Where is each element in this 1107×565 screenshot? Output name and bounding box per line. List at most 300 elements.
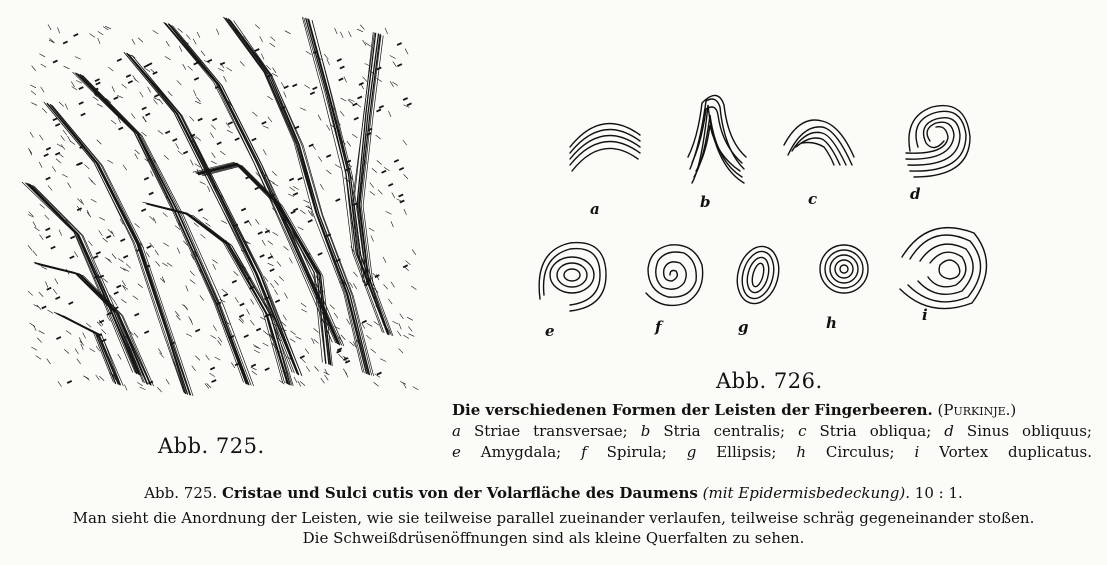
sweat-pore: [220, 62, 225, 66]
ridge-hatch: [178, 151, 183, 155]
pattern-i-vortex-duplicatus: [900, 228, 987, 309]
ridge-hatch: [30, 132, 33, 137]
ridge-hatch: [190, 271, 194, 275]
sweat-pore: [56, 336, 61, 340]
ridge-hatch: [406, 261, 411, 265]
ridge-hatch: [227, 68, 232, 71]
ridge-hatch: [380, 359, 385, 362]
sweat-pore: [95, 78, 100, 82]
ridge-hatch: [190, 117, 194, 121]
ridge-stroke: [224, 17, 363, 372]
ridge-hatch: [86, 323, 91, 327]
legend-letter: c: [798, 422, 807, 440]
ridge-hatch: [41, 64, 46, 67]
sweat-pore: [193, 62, 198, 66]
ridge-stroke: [196, 163, 326, 363]
sweat-pore: [41, 305, 46, 309]
ridge-hatch: [148, 87, 151, 92]
caption-725-line3: Die Schweißdrüsenöffnungen sind als kleine Querfalten zu sehen.: [302, 529, 805, 547]
ridge-hatch: [91, 181, 96, 185]
ridge-hatch: [64, 66, 70, 69]
ridge-hatch: [194, 223, 199, 227]
ridge-stroke: [47, 103, 185, 393]
sweat-pore: [46, 287, 51, 291]
ridge-hatch: [210, 373, 215, 376]
ridge-hatch: [272, 171, 276, 175]
pattern-a-striae-transversae: [570, 123, 640, 171]
sweat-pore: [312, 86, 317, 90]
sweat-pore: [146, 245, 151, 249]
ridge-hatch: [325, 375, 328, 380]
ridge-hatch: [251, 367, 256, 370]
ridge-hatch: [384, 284, 388, 289]
sweat-pore: [362, 320, 367, 324]
ridge-hatch: [177, 248, 179, 254]
sweat-pore: [293, 208, 298, 212]
ridge-hatch: [96, 375, 100, 380]
sweat-pore: [93, 255, 98, 259]
ridge-hatch: [41, 87, 44, 92]
ridge-hatch: [352, 134, 357, 138]
ridge-hatch: [158, 131, 163, 135]
ridge-hatch: [178, 29, 183, 33]
ridge-stroke: [166, 23, 338, 343]
ridge-hatch: [196, 137, 201, 141]
ridge-hatch: [404, 175, 408, 179]
sweat-pore: [254, 48, 259, 52]
sweat-pore: [106, 235, 111, 239]
ridge-hatch: [32, 103, 37, 106]
sweat-pore: [212, 118, 217, 122]
ridge-hatch: [354, 272, 358, 277]
ridge-hatch: [183, 64, 186, 69]
ridge-hatch: [146, 252, 149, 257]
ridge-hatch: [304, 200, 309, 203]
sweat-pore: [198, 208, 203, 212]
sweat-pore: [55, 152, 60, 156]
sweat-pore: [376, 109, 381, 113]
sweat-pore: [198, 118, 203, 122]
legend-text: Circulus;: [825, 443, 895, 461]
caption-725-prefix: Abb. 725.: [144, 484, 218, 502]
sweat-pore: [289, 178, 294, 182]
caption-725-title: Cristae und Sulci cutis von der Volarfläche des Daumens: [221, 484, 698, 502]
ridge-hatch: [135, 154, 138, 159]
sweat-pore: [235, 137, 240, 141]
pattern-letter-f: f: [655, 318, 662, 336]
ridge-hatch: [122, 281, 125, 286]
ridge-hatch: [40, 135, 44, 140]
ridge-hatch: [413, 387, 418, 390]
ridge-hatch: [250, 320, 254, 325]
sweat-pore: [292, 83, 297, 87]
sweat-pore: [239, 314, 244, 318]
sweat-pore: [251, 138, 256, 142]
ridge-hatch: [341, 335, 345, 340]
ridge-hatch: [318, 157, 321, 162]
ridge-stroke: [147, 203, 287, 383]
ridge-hatch: [208, 186, 210, 192]
ridge-hatch: [318, 115, 321, 120]
ridge-hatch: [334, 327, 339, 330]
sweat-pore: [68, 301, 73, 305]
sweat-pore: [172, 138, 177, 142]
ridge-hatch: [71, 82, 74, 87]
ridge-hatch: [411, 286, 416, 289]
ridge-hatch: [275, 290, 278, 295]
ridge-hatch: [306, 367, 310, 372]
ridge-stroke: [153, 206, 293, 386]
sweat-pore: [251, 364, 256, 368]
ridge-hatch: [260, 36, 263, 41]
sweat-pore: [256, 328, 261, 332]
ridge-hatch: [284, 92, 286, 98]
ridge-hatch: [164, 243, 169, 246]
caption-726-legend-line2: [452, 442, 1092, 463]
sweat-pore: [261, 121, 266, 125]
sweat-pore: [144, 330, 149, 334]
ridge-hatch: [272, 73, 277, 76]
ridge-hatch: [383, 257, 386, 262]
ridge-stroke: [129, 55, 299, 375]
ridge-stroke: [128, 54, 299, 374]
sweat-pore: [128, 80, 133, 84]
ridge-hatch: [300, 382, 305, 386]
ridge-hatch: [340, 111, 344, 116]
ridge-hatch: [197, 32, 200, 37]
ridge-hatch: [404, 209, 406, 215]
pattern-letter-e: e: [545, 322, 555, 340]
ridge-hatch: [62, 174, 67, 177]
ridge-hatch: [48, 310, 53, 313]
figure-726-label: Abb. 726.: [716, 369, 823, 393]
sweat-pore: [147, 62, 152, 66]
ridge-hatch: [87, 212, 91, 217]
ridge-hatch: [112, 86, 114, 92]
ridge-hatch: [277, 262, 281, 267]
figure-725-label: Abb. 725.: [158, 434, 265, 458]
ridge-hatch: [290, 187, 295, 191]
sweat-pore: [44, 153, 49, 157]
pattern-d-sinus-obliquus: [906, 106, 970, 177]
sweat-pore: [183, 151, 188, 155]
pattern-letter-i: i: [922, 306, 928, 324]
ridge-hatch: [285, 31, 290, 34]
ridge-hatch: [75, 349, 78, 354]
ridge-hatch: [91, 199, 96, 202]
ridge-hatch: [315, 367, 319, 372]
sweat-pore: [117, 58, 122, 62]
sweat-pore: [63, 41, 68, 45]
ridge-hatch: [134, 333, 138, 338]
ridge-hatch: [183, 305, 188, 309]
ridge-hatch: [200, 182, 205, 185]
legend-letter: d: [944, 422, 954, 440]
ridge-hatch: [121, 299, 126, 303]
ridge-hatch: [330, 305, 334, 309]
caption-726-title: Die verschiedenen Formen der Leisten der Fingerbeeren.: [452, 401, 933, 419]
ridge-hatch: [386, 212, 391, 215]
ridge-stroke: [34, 262, 143, 382]
ridge-hatch: [362, 323, 365, 328]
ridge-hatch: [89, 241, 93, 246]
ridge-hatch: [290, 339, 295, 342]
ridge-hatch: [135, 150, 140, 154]
sweat-pore: [79, 101, 84, 105]
ridge-hatch: [357, 29, 363, 32]
sweat-pore: [269, 268, 274, 272]
ridge-hatch: [125, 385, 128, 390]
ridge-hatch: [193, 39, 196, 44]
sweat-pore: [50, 246, 55, 250]
sweat-pore: [357, 96, 362, 100]
ridge-hatch: [80, 341, 84, 345]
pattern-e-amygdala: [539, 243, 606, 311]
ridge-hatch: [370, 183, 374, 188]
pattern-h-circulus: [820, 245, 868, 293]
ridge-hatch: [77, 359, 81, 364]
ridge-stroke: [75, 73, 246, 383]
sweat-pore: [67, 380, 72, 384]
legend-text: Striae transversae;: [473, 422, 628, 440]
ridge-hatch: [97, 104, 102, 107]
ridge-stroke: [35, 263, 145, 383]
sweat-pore: [284, 85, 289, 89]
ridge-hatch: [81, 344, 83, 350]
ridge-hatch: [119, 259, 124, 263]
ridge-hatch: [102, 329, 106, 333]
sweat-pore: [265, 367, 270, 371]
ridge-stroke: [143, 202, 283, 382]
ridge-hatch: [343, 369, 346, 374]
ridge-hatch: [53, 289, 57, 294]
ridge-hatch: [179, 46, 182, 51]
ridge-hatch: [140, 387, 145, 390]
ridge-hatch: [407, 317, 412, 320]
ridge-hatch: [175, 312, 179, 317]
ridge-hatch: [320, 184, 323, 189]
ridge-hatch: [370, 192, 375, 196]
ridge-hatch: [220, 151, 225, 155]
ridge-hatch: [296, 337, 301, 340]
sweat-pore: [142, 106, 147, 110]
ridge-hatch: [98, 32, 103, 35]
ridge-hatch: [335, 28, 337, 34]
ridge-hatch: [270, 43, 275, 47]
ridge-hatch: [349, 32, 352, 37]
ridge-hatch: [376, 135, 381, 139]
ridge-hatch: [48, 25, 51, 30]
ridge-hatch: [72, 87, 77, 90]
ridge-hatch: [350, 342, 354, 346]
ridge-stroke: [53, 106, 194, 396]
figure-726-caption: [452, 400, 1092, 463]
ridge-hatch: [195, 356, 199, 360]
sweat-pore: [118, 127, 123, 131]
sweat-pore: [210, 367, 215, 371]
ridge-hatch: [132, 39, 135, 44]
ridge-hatch: [253, 112, 258, 116]
ridge-hatch: [300, 108, 306, 110]
legend-text: Vortex duplicatus.: [939, 443, 1092, 461]
ridge-hatch: [158, 388, 162, 392]
ridge-hatch: [403, 140, 407, 145]
ridge-hatch: [405, 49, 408, 54]
ridge-hatch: [231, 363, 234, 368]
ridge-hatch: [176, 316, 180, 321]
ridge-hatch: [150, 216, 154, 220]
ridge-stroke: [50, 105, 190, 395]
ridge-hatch: [153, 31, 158, 34]
ridge-stroke: [48, 104, 188, 394]
ridge-hatch: [63, 130, 67, 135]
legend-text: Sinus obliquus;: [966, 422, 1092, 440]
ridge-hatch: [213, 260, 218, 264]
sweat-pore: [352, 103, 357, 107]
ridge-hatch: [279, 380, 284, 384]
ridge-hatch: [168, 92, 172, 96]
sweat-pore: [211, 379, 216, 383]
ridge-hatch: [190, 280, 195, 284]
ridge-hatch: [166, 41, 169, 46]
sweat-pore: [116, 285, 121, 289]
ridge-stroke: [39, 264, 148, 384]
ridge-hatch: [284, 246, 289, 250]
ridge-hatch: [393, 82, 398, 85]
ridge-hatch: [32, 66, 36, 71]
caption-725-line2: Man sieht die Anordnung der Leisten, wie sie teilweise parallel zueinander verlaufen, teilweise schräg gegeneinander stoßen.: [72, 509, 1035, 527]
ridge-hatch: [263, 126, 269, 128]
sweat-pore: [69, 255, 74, 259]
ridge-hatch: [235, 298, 238, 303]
ridge-hatch: [374, 322, 379, 326]
ridge-hatch: [75, 57, 80, 60]
ridge-hatch: [30, 323, 35, 326]
ridge-hatch: [239, 319, 243, 323]
sweat-pore: [73, 33, 78, 37]
sweat-pore: [123, 255, 128, 259]
sweat-pore: [338, 77, 343, 81]
sweat-pore: [340, 66, 345, 70]
ridge-hatch: [271, 37, 276, 41]
ridge-hatch: [369, 228, 374, 231]
ridge-hatch: [224, 76, 227, 81]
sweat-pore: [398, 194, 403, 198]
sweat-pore: [53, 117, 58, 121]
pattern-letter-b: b: [700, 193, 711, 211]
ridge-hatch: [341, 32, 344, 38]
pattern-letter-d: d: [910, 185, 921, 203]
ridge-hatch: [240, 317, 244, 321]
sweat-pore: [145, 113, 150, 117]
ridge-hatch: [89, 178, 93, 182]
pattern-b-stria-centralis: [688, 95, 746, 183]
legend-letter: i: [914, 443, 920, 461]
ridge-hatch: [112, 231, 115, 236]
legend-text: Amygdala;: [480, 443, 562, 461]
ridge-hatch: [132, 114, 136, 119]
sweat-pore: [308, 219, 313, 223]
ridge-hatch: [142, 132, 147, 136]
ridge-hatch: [46, 282, 48, 288]
ridge-hatch: [74, 252, 77, 257]
ridge-hatch: [65, 104, 67, 110]
ridge-hatch: [400, 314, 403, 319]
ridge-hatch: [30, 85, 35, 88]
legend-text: Spirula;: [606, 443, 667, 461]
ridge-hatch: [312, 338, 315, 343]
ridge-hatch: [378, 190, 382, 194]
ridge-hatch: [36, 356, 41, 359]
ridge-hatch: [275, 280, 279, 285]
ridge-hatch: [289, 258, 292, 263]
ridge-hatch: [28, 245, 32, 250]
ridge-hatch: [271, 283, 275, 288]
sweat-pore: [144, 177, 149, 181]
ridge-hatch: [344, 77, 347, 82]
ridge-hatch: [135, 224, 140, 228]
legend-letter: e: [452, 443, 461, 461]
ridge-hatch: [412, 250, 415, 255]
ridge-hatch: [191, 160, 194, 165]
ridge-hatch: [138, 38, 143, 42]
caption-725-scale: 10 : 1.: [914, 484, 963, 502]
ridge-hatch: [220, 299, 225, 302]
ridge-hatch: [138, 284, 143, 288]
sweat-pore: [297, 177, 302, 181]
ridge-hatch: [314, 329, 319, 333]
ridge-hatch: [194, 90, 196, 96]
ridge-hatch: [164, 155, 168, 159]
sweat-pore: [96, 251, 101, 255]
ridge-stroke: [80, 75, 249, 385]
ridge-hatch: [176, 144, 179, 149]
ridge-hatch: [114, 300, 117, 305]
ridge-hatch: [212, 153, 215, 158]
sweat-pore: [149, 192, 154, 196]
ridge-hatch: [39, 162, 42, 167]
ridge-hatch: [39, 292, 43, 296]
sweat-pore: [300, 355, 305, 359]
ridge-hatch: [206, 355, 210, 360]
ridge-hatch: [377, 161, 382, 165]
ridge-hatch: [45, 215, 49, 219]
ridge-hatch: [335, 165, 340, 168]
ridge-hatch: [391, 221, 393, 227]
sweat-pore: [120, 238, 125, 242]
figure-726-fingerprint-patterns: [530, 85, 1080, 355]
ridge-hatch: [34, 227, 39, 231]
ridge-hatch: [154, 100, 158, 105]
ridge-hatch: [285, 293, 288, 298]
ridge-hatch: [145, 68, 150, 71]
sweat-pore: [70, 235, 75, 239]
ridge-hatch: [347, 319, 350, 324]
ridge-hatch: [93, 97, 98, 101]
ridge-hatch: [83, 333, 86, 338]
legend-text: Ellipsis;: [716, 443, 777, 461]
ridge-hatch: [210, 133, 213, 138]
ridge-hatch: [58, 382, 61, 387]
ridge-hatch: [268, 263, 274, 265]
sweat-pore: [258, 231, 263, 235]
ridge-hatch: [252, 371, 257, 375]
ridge-hatch: [255, 25, 260, 29]
sweat-pore: [114, 291, 119, 295]
sweat-pore: [399, 167, 404, 171]
ridge-hatch: [345, 372, 348, 377]
ridge-hatch: [372, 169, 377, 173]
